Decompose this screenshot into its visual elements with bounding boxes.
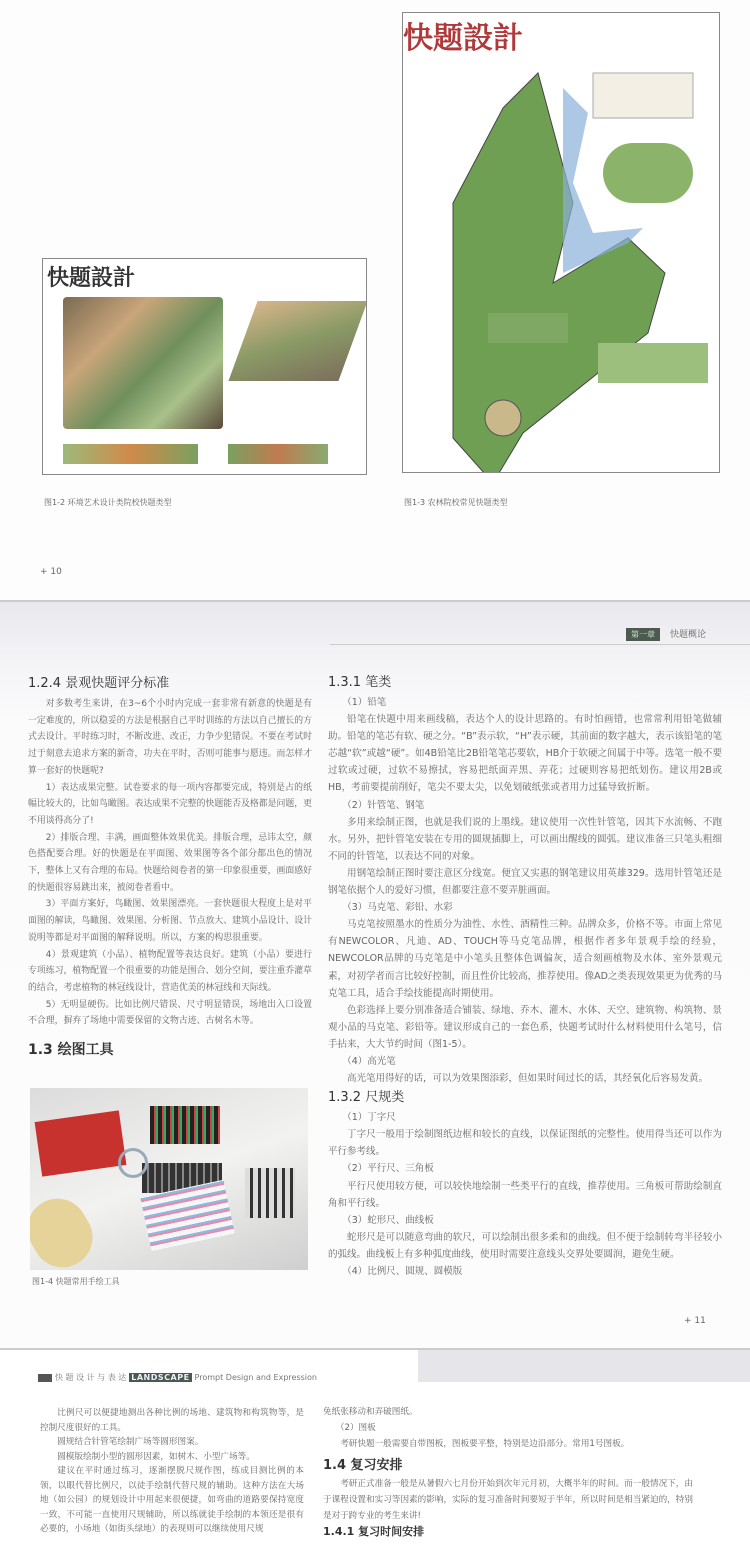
paragraph: 圆模版绘制小型的圆形因素，如树木、小型广场等。 <box>57 1451 255 1462</box>
paragraph: 铅笔在快题中用来画线稿，表达个人的设计思路的。有时怕画错，也常常利用铅笔做辅助。铅笔的笔芯有软、硬之分。“B”表示软，“H”表示硬，其前面的数字越大，表示该铅笔的笔芯越“软”或越“硬”。如4B铅笔比2B铅笔笔芯要软，HB介于软硬之间属于中等。选笔一般不要过软或过硬，过软不易擦拭，容易把纸面弄黑、弄花；过硬则容易把纸划伤。建议用2B或HB，考前要提前削好，笔尖不要太尖，以免划破纸张或者用力过猛导致折断。 <box>328 714 722 794</box>
drawing-tools-photo <box>30 1088 308 1270</box>
paragraph: 5）无明显硬伤。比如比例尺错误、尺寸明显错误，场地出入口设置不合理，摒弃了场地中需要保留的文物古迹、古树名木等。 <box>28 999 312 1027</box>
figure-1-3-sketch <box>402 12 720 473</box>
section-heading-1-4-1: 1.4.1 复习时间安排 <box>323 1525 425 1538</box>
paragraph: 蛇形尺是可以随意弯曲的软尺，可以绘制出很多柔和的曲线。但不便于绘制转弯半径较小的弧线。曲线板上有多种弧度曲线，使用时需要注意线头交界处要圆润，避免生硬。 <box>328 1231 722 1260</box>
park-plan-drawing <box>403 13 720 473</box>
paragraph: 马克笔按照墨水的性质分为油性、水性、酒精性三种。品牌众多，价格不等。市面上常见有NEWCOLOR、凡迪、AD、TOUCH等马克笔品牌，根据作者多年景观手绘的经验，NEWCOLOR品牌的马克笔是中小笔头且整体色调偏灰，适合刻画植物及水体、室外景观元素，对初学者而言比较好控制，而且性价比较高，推荐使用。像AD之类表现效果更为优秀的马克笔工具，适合手绘技能提高时期使用。 <box>328 919 722 999</box>
page-number: + 10 <box>40 567 62 577</box>
right-column <box>328 672 722 1280</box>
paragraph: 1）表达成果完整。试卷要求的每一项内容都要完成，特别是占的纸幅比较大的，比如鸟瞰图。表达成果不完整的快题能否及格都是问题，更不用谈得高分了! <box>28 782 312 826</box>
subheading: （2）平行尺、三角板 <box>342 1163 434 1175</box>
subheading: （2）针管笔、钢笔 <box>342 799 425 811</box>
paragraph: 用钢笔绘制正图时要注意区分线宽。便宜又实惠的钢笔建议用英雄329。选用针管笔还是钢笔依据个人的爱好习惯，但都要注意不要弄脏画面。 <box>328 867 722 897</box>
page-12 <box>0 1350 750 1546</box>
book-subtitle: Prompt Design and Expression <box>194 1373 317 1382</box>
chapter-tag: 第一章 <box>626 628 660 641</box>
paragraph: 2）排版合理、丰满，画面整体效果优美。排版合理，忌讳太空，颜色搭配要合理。好的快题是在平面图、效果图等各个部分都出色的情况下，整体上又有合理的布局。快题给阅卷者的第一印象很重要，画面感好的快题很容易跳出来，被阅卷者看中。 <box>28 832 312 893</box>
header-rule <box>330 644 750 645</box>
page-10 <box>0 0 750 602</box>
figure-1-3-caption: 图1-3 农林院校常见快题类型 <box>404 498 508 507</box>
subheading: （2）图板 <box>335 1423 376 1433</box>
figure-1-2-sketch <box>42 258 367 475</box>
section-heading-1-3-1: 1.3.1 笔类 <box>328 675 392 690</box>
book-title: 快 题 设 计 与 表 达 <box>55 1373 127 1382</box>
paragraph: 高光笔用得好的话，可以为效果图添彩，但如果时间过长的话，其经氧化后容易发黄。 <box>347 1073 709 1085</box>
landscape-badge: LANDSCAPE <box>131 1373 190 1382</box>
paragraph: 多用来绘制正图，也就是我们说的上墨线。建议使用一次性针管笔，因其下水流畅、不跑水。另外，把针管笔安装在专用的圆规插脚上，可以画出醒线的圆弧。建议准备三只笔头粗细不同的针管笔，以表达不同的对象。 <box>328 816 722 862</box>
subheading: （4）比例尺、圆规、圆模版 <box>342 1266 463 1277</box>
chapter-title: 快题概论 <box>670 630 707 640</box>
figure-1-4-caption: 图1-4 快题常用手绘工具 <box>32 1277 120 1286</box>
paragraph: 圆规结合针管笔绘制广场等圆形图案。 <box>57 1437 204 1447</box>
paragraph: 4）景观建筑（小品）、植物配置等表达良好。建筑（小品）要进行专项练习，植物配置一个很重要的功能是围合、划分空间，要注重乔灌草的结合，考虑植物的林冠线设计，营造优美的林冠线和天际线。 <box>28 949 312 993</box>
section-drawing-2 <box>228 444 328 464</box>
aerial-drawing <box>228 301 367 381</box>
paragraph: 比例尺可以便捷地测出各种比例的场地、建筑物和构筑物等，是控制尺度很好的工具。 <box>40 1408 304 1433</box>
subheading: （3）蛇形尺、曲线板 <box>342 1214 434 1226</box>
book-logo-icon <box>38 1374 52 1382</box>
section-drawing <box>63 444 198 464</box>
figure-1-2-caption: 图1-2 环境艺术设计类院校快题类型 <box>44 498 172 507</box>
running-header <box>38 1372 317 1383</box>
section-heading-1-4: 1.4 复习安排 <box>323 1458 403 1473</box>
section-heading-1-3: 1.3 绘图工具 <box>28 1042 114 1059</box>
left-column <box>40 1406 304 1537</box>
plan-drawing <box>63 297 223 429</box>
paragraph: 考研正式准备一般是从暑假六七月份开始到次年元月初，大概半年的时间。而一般情况下，由于课程设置和实习等因素的影响，实际的复习准备时间要短于半年，所以时间是相当紧迫的，特别是对于跨专业的考生来讲! <box>323 1479 693 1521</box>
paragraph: 考研快题一般需要自带图板，图板要平整，特别是边沿部分。常用1号图板。 <box>340 1439 630 1449</box>
left-column <box>28 672 312 1062</box>
paragraph: 丁字尺一般用于绘制图纸边框和较长的直线，以保证图纸的完整性。使用得当还可以作为平行参考线。 <box>328 1129 722 1158</box>
subheading: （1）铅笔 <box>342 697 387 708</box>
paragraph: 对多数考生来讲，在3~6个小时内完成一套非常有新意的快题是有一定难度的，所以稳妥的方法是根据自己平时训练的方法以自己擅长的方式去设计。平时练习时，不断改进、改正，力争少犯错误。不要在考试时过于刻意去追求方案的新奇，功夫在平时，否则可能事与愿违。而怎样才算一套好的快题呢? <box>28 699 312 776</box>
paragraph: 免纸张移动和弄破图纸。 <box>323 1407 418 1417</box>
sketch-title: 快题設計 <box>47 265 136 291</box>
section-heading-1-2-4: 1.2.4 景观快题评分标准 <box>28 676 170 691</box>
right-column <box>323 1404 693 1539</box>
page-11 <box>0 602 750 1348</box>
header-band <box>418 1350 750 1382</box>
paragraph: 色彩选择上要分别准备适合铺装、绿地、乔木、灌木、水体、天空、建筑物、构筑物、景观小品的马克笔、彩铅等。建议形成自己的一套色系，快题考试时什么材料使用什么笔号，信手拈来，大大节约时间（图1-5）。 <box>328 1004 722 1050</box>
paragraph: 平行尺使用较方便，可以较快地绘制一些类平行的直线，推荐使用。三角板可帮助绘制直角和平行线。 <box>328 1180 722 1209</box>
sketch-title: 快题設計 <box>403 21 523 56</box>
subheading: （1）丁字尺 <box>342 1112 396 1124</box>
page-number: + 11 <box>684 1316 706 1326</box>
section-heading-1-3-2: 1.3.2 尺规类 <box>328 1090 405 1106</box>
paragraph: 3）平面方案好，鸟瞰图、效果图漂亮。一套快题很大程度上是对平面图的解读，鸟瞰图、效果图、分析图、节点放大、建筑小品设计、设计说明等都是对平面图的解释说明。所以，方案的构思很重要。 <box>28 899 312 943</box>
subheading: （3）马克笔、彩铅、水彩 <box>342 902 453 914</box>
paragraph: 建议在平时通过练习，逐渐摆脱尺规作图，练成目测比例的本领，以眼代替比例尺，以徒手绘制代替尺规的辅助。这种方法在大场地（如公园）的规划设计中用起来很便捷，如弯曲的道路要保持宽度一致，不可能一直使用尺规辅助，所以练就徒手绘制的本领还是很有必要的，小场地（如街头绿地）的表现则可以继续使用尺规 <box>40 1466 304 1534</box>
subheading: （4）高光笔 <box>342 1055 396 1067</box>
